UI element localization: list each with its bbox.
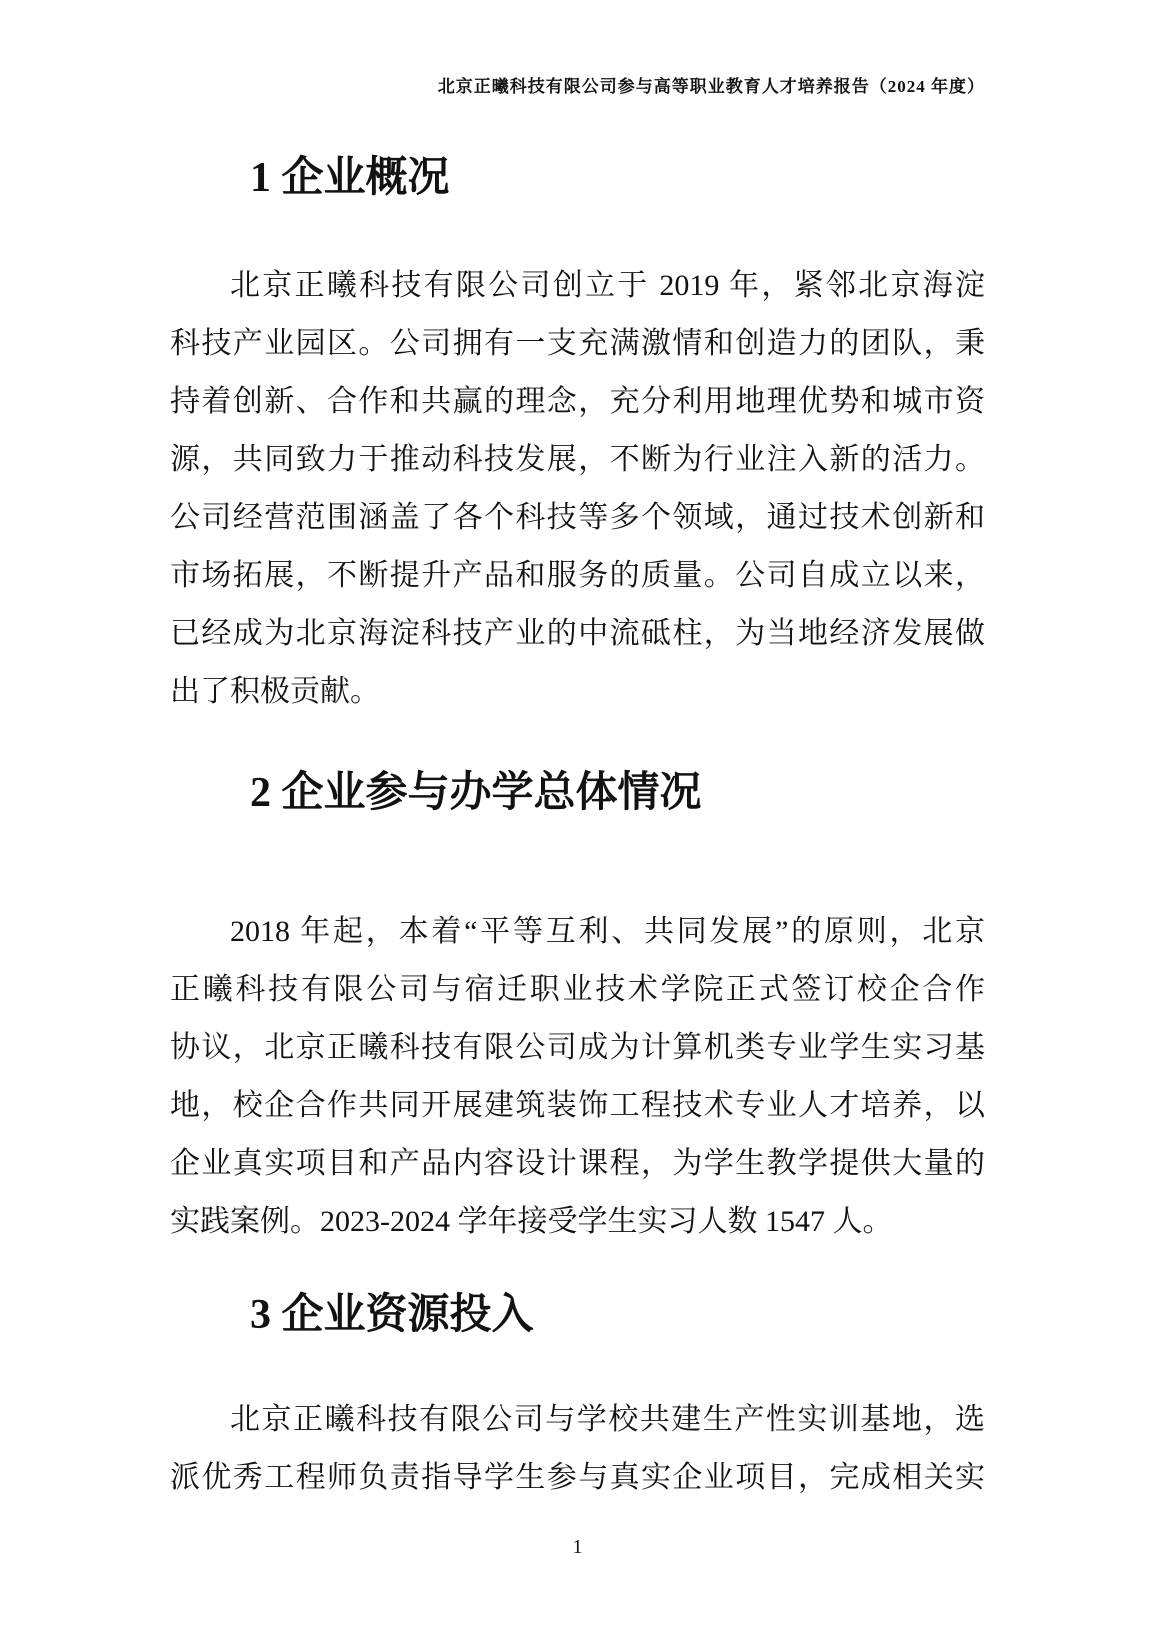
paragraph-line: 科技产业园区。公司拥有一支充满激情和创造力的团队，秉	[170, 327, 985, 360]
section-1-heading: 1 企业概况	[250, 155, 450, 201]
paragraph-line: 实践案例。2023-2024 学年接受学生实习人数 1547 人。	[170, 1205, 893, 1238]
section-1-paragraph	[170, 257, 985, 721]
paragraph-line: 协议，北京正曦科技有限公司成为计算机类专业学生实习基	[170, 1031, 985, 1064]
paragraph-line: 已经成为北京海淀科技产业的中流砥柱，为当地经济发展做	[170, 617, 985, 650]
paragraph-line: 地，校企合作共同开展建筑装饰工程技术专业人才培养，以	[170, 1089, 985, 1122]
paragraph-line: 企业真实项目和产品内容设计课程，为学生教学提供大量的	[170, 1147, 985, 1180]
section-2-paragraph	[170, 903, 985, 1251]
paragraph-line: 2018 年起，本着“平等互利、共同发展”的原则，北京	[230, 915, 985, 948]
section-3-paragraph	[170, 1391, 985, 1507]
paragraph-line: 持着创新、合作和共赢的理念，充分利用地理优势和城市资	[170, 385, 985, 418]
section-3-heading: 3 企业资源投入	[250, 1292, 534, 1338]
paragraph-line: 市场拓展，不断提升产品和服务的质量。公司自成立以来，	[170, 559, 985, 592]
paragraph-line: 正曦科技有限公司与宿迁职业技术学院正式签订校企合作	[170, 973, 985, 1006]
paragraph-line: 公司经营范围涵盖了各个科技等多个领域，通过技术创新和	[170, 501, 985, 534]
page-number: 1	[572, 1536, 583, 1558]
section-2-heading: 2 企业参与办学总体情况	[250, 770, 702, 816]
running-header: 北京正曦科技有限公司参与高等职业教育人才培养报告（2024 年度）	[437, 77, 985, 96]
paragraph-line: 派优秀工程师负责指导学生参与真实企业项目，完成相关实	[170, 1461, 985, 1494]
paragraph-line: 出了积极贡献。	[170, 675, 380, 708]
paragraph-line: 北京正曦科技有限公司与学校共建生产性实训基地，选	[230, 1403, 985, 1436]
paragraph-line: 源，共同致力于推动科技发展，不断为行业注入新的活力。	[170, 443, 985, 476]
paragraph-line: 北京正曦科技有限公司创立于 2019 年，紧邻北京海淀	[230, 269, 985, 302]
